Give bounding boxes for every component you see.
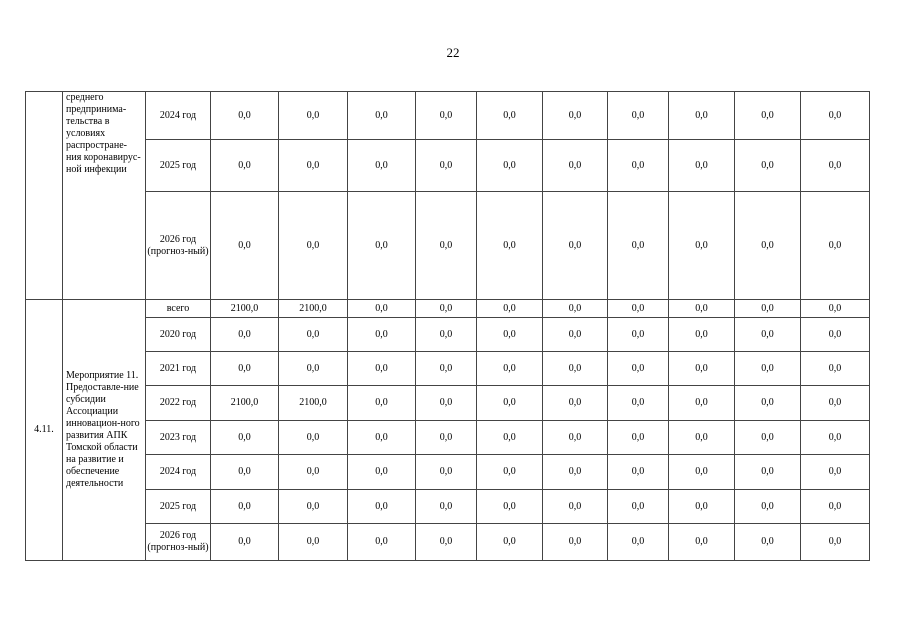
amount-cell: 0,0: [416, 92, 477, 140]
amount-cell: 0,0: [416, 455, 477, 490]
table-row: [26, 386, 870, 421]
table-row: [26, 92, 870, 140]
amount-cell: 0,0: [669, 140, 735, 192]
amount-cell: 0,0: [416, 490, 477, 524]
amount-cell: 0,0: [211, 140, 279, 192]
table-row: [26, 318, 870, 352]
amount-cell: 0,0: [801, 524, 870, 561]
amount-cell: 0,0: [477, 318, 543, 352]
amount-cell: 0,0: [543, 140, 608, 192]
amount-cell: 0,0: [477, 300, 543, 318]
period-label: 2020 год: [146, 318, 211, 352]
period-label: 2024 год: [146, 455, 211, 490]
amount-cell: 0,0: [608, 92, 669, 140]
amount-cell: 0,0: [279, 421, 348, 455]
amount-cell: 0,0: [669, 490, 735, 524]
amount-cell: 0,0: [477, 140, 543, 192]
amount-cell: 0,0: [279, 455, 348, 490]
amount-cell: 0,0: [801, 318, 870, 352]
amount-cell: 0,0: [477, 455, 543, 490]
amount-cell: 0,0: [348, 352, 416, 386]
measure-description: Мероприятие 11. Предоставле-ние субсидии Ассоциации инновацион-ного развития АПК Томской области на развитие и обеспечение деятельности: [63, 300, 146, 561]
amount-cell: 0,0: [543, 352, 608, 386]
amount-cell: 0,0: [543, 455, 608, 490]
amount-cell: 0,0: [608, 352, 669, 386]
amount-cell: 0,0: [669, 352, 735, 386]
amount-cell: 0,0: [801, 300, 870, 318]
amount-cell: 0,0: [211, 352, 279, 386]
amount-cell: 0,0: [669, 192, 735, 300]
period-label: 2025 год: [146, 140, 211, 192]
amount-cell: 0,0: [735, 524, 801, 561]
amount-cell: 0,0: [279, 140, 348, 192]
amount-cell: 0,0: [608, 386, 669, 421]
amount-cell: 0,0: [735, 386, 801, 421]
amount-cell: 0,0: [735, 140, 801, 192]
period-label: 2025 год: [146, 490, 211, 524]
amount-cell: 0,0: [669, 421, 735, 455]
amount-cell: 0,0: [735, 92, 801, 140]
amount-cell: 0,0: [669, 300, 735, 318]
amount-cell: 0,0: [608, 421, 669, 455]
amount-cell: 0,0: [348, 524, 416, 561]
amount-cell: 0,0: [416, 421, 477, 455]
amount-cell: 0,0: [669, 455, 735, 490]
period-label: всего: [146, 300, 211, 318]
amount-cell: 0,0: [348, 192, 416, 300]
amount-cell: 0,0: [211, 192, 279, 300]
amount-cell: 0,0: [348, 140, 416, 192]
measure-number: 4.11.: [26, 300, 63, 561]
table-row: [26, 300, 870, 318]
measure-number: [26, 92, 63, 300]
amount-cell: 0,0: [735, 490, 801, 524]
amount-cell: 0,0: [669, 524, 735, 561]
amount-cell: 0,0: [348, 455, 416, 490]
amount-cell: 2100,0: [279, 300, 348, 318]
amount-cell: 0,0: [477, 490, 543, 524]
amount-cell: 0,0: [348, 318, 416, 352]
amount-cell: 0,0: [211, 318, 279, 352]
amount-cell: 0,0: [801, 192, 870, 300]
period-label: 2021 год: [146, 352, 211, 386]
amount-cell: 0,0: [416, 524, 477, 561]
amount-cell: 0,0: [279, 192, 348, 300]
amount-cell: 0,0: [543, 386, 608, 421]
amount-cell: 0,0: [801, 140, 870, 192]
amount-cell: 2100,0: [279, 386, 348, 421]
table-row: [26, 140, 870, 192]
table-row: [26, 352, 870, 386]
amount-cell: 0,0: [608, 192, 669, 300]
amount-cell: 0,0: [801, 386, 870, 421]
amount-cell: 0,0: [735, 352, 801, 386]
amount-cell: 0,0: [211, 421, 279, 455]
amount-cell: 0,0: [279, 490, 348, 524]
amount-cell: 0,0: [416, 352, 477, 386]
page-number: 22: [446, 45, 460, 60]
amount-cell: 0,0: [735, 455, 801, 490]
table-row: [26, 524, 870, 561]
amount-cell: 0,0: [279, 352, 348, 386]
amount-cell: 0,0: [608, 524, 669, 561]
table-row: [26, 421, 870, 455]
amount-cell: 0,0: [416, 386, 477, 421]
amount-cell: 0,0: [801, 455, 870, 490]
amount-cell: 0,0: [348, 300, 416, 318]
amount-cell: 0,0: [477, 524, 543, 561]
amount-cell: 0,0: [801, 490, 870, 524]
amount-cell: 0,0: [477, 386, 543, 421]
period-label: 2026 год (прогноз-ный): [146, 524, 211, 561]
period-label: 2022 год: [146, 386, 211, 421]
amount-cell: 0,0: [279, 524, 348, 561]
budget-table: [25, 91, 870, 561]
amount-cell: 2100,0: [211, 386, 279, 421]
amount-cell: 0,0: [608, 455, 669, 490]
amount-cell: 0,0: [348, 92, 416, 140]
amount-cell: 2100,0: [211, 300, 279, 318]
amount-cell: 0,0: [735, 318, 801, 352]
amount-cell: 0,0: [669, 386, 735, 421]
amount-cell: 0,0: [416, 318, 477, 352]
amount-cell: 0,0: [608, 300, 669, 318]
amount-cell: 0,0: [735, 421, 801, 455]
amount-cell: 0,0: [669, 92, 735, 140]
measure-description: среднего предпринима-тельства в условиях распростране-ния коронавирус-ной инфекции: [63, 92, 146, 300]
amount-cell: 0,0: [543, 92, 608, 140]
amount-cell: 0,0: [608, 318, 669, 352]
amount-cell: 0,0: [211, 455, 279, 490]
amount-cell: 0,0: [543, 524, 608, 561]
table-row: [26, 192, 870, 300]
amount-cell: 0,0: [416, 192, 477, 300]
amount-cell: 0,0: [669, 318, 735, 352]
amount-cell: 0,0: [477, 92, 543, 140]
amount-cell: 0,0: [543, 300, 608, 318]
amount-cell: 0,0: [801, 92, 870, 140]
amount-cell: 0,0: [801, 421, 870, 455]
amount-cell: 0,0: [608, 490, 669, 524]
amount-cell: 0,0: [543, 490, 608, 524]
amount-cell: 0,0: [477, 192, 543, 300]
amount-cell: 0,0: [735, 300, 801, 318]
amount-cell: 0,0: [801, 352, 870, 386]
period-label: 2023 год: [146, 421, 211, 455]
amount-cell: 0,0: [279, 92, 348, 140]
amount-cell: 0,0: [477, 352, 543, 386]
amount-cell: 0,0: [477, 421, 543, 455]
amount-cell: 0,0: [279, 318, 348, 352]
table-row: [26, 490, 870, 524]
table-row: [26, 455, 870, 490]
amount-cell: 0,0: [416, 300, 477, 318]
period-label: 2026 год (прогноз-ный): [146, 192, 211, 300]
amount-cell: 0,0: [211, 524, 279, 561]
amount-cell: 0,0: [416, 140, 477, 192]
amount-cell: 0,0: [348, 490, 416, 524]
amount-cell: 0,0: [543, 318, 608, 352]
amount-cell: 0,0: [735, 192, 801, 300]
amount-cell: 0,0: [543, 192, 608, 300]
amount-cell: 0,0: [348, 386, 416, 421]
period-label: 2024 год: [146, 92, 211, 140]
amount-cell: 0,0: [608, 140, 669, 192]
amount-cell: 0,0: [348, 421, 416, 455]
amount-cell: 0,0: [211, 92, 279, 140]
amount-cell: 0,0: [211, 490, 279, 524]
amount-cell: 0,0: [543, 421, 608, 455]
